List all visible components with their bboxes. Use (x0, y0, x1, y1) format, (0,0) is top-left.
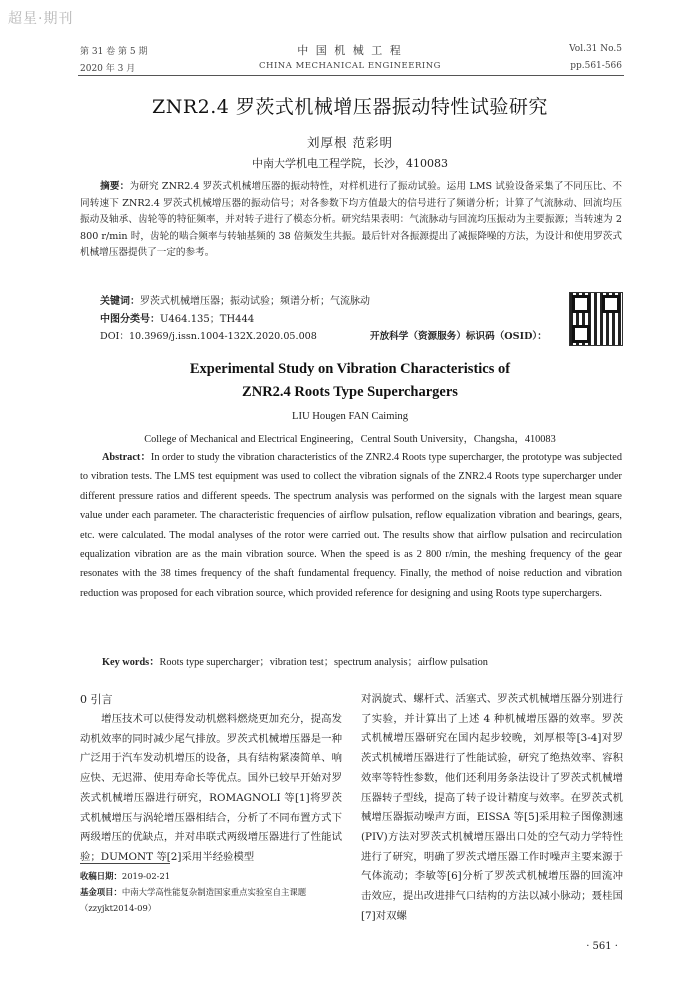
clc-number (100, 310, 254, 325)
received-label: 收稿日期： (80, 871, 122, 881)
journal-name-cn: 中 国 机 械 工 程 (297, 44, 403, 57)
keywords-text-en: Roots type supercharger；vibration test；spectrum analysis；airflow pulsation (159, 657, 488, 668)
authors-cn: 刘厚根 范彩明 (307, 135, 393, 150)
section-heading-intro: 0 引言 (80, 693, 113, 706)
doi: DOI：10.3969/j.issn.1004-132X.2020.05.008 (100, 331, 317, 342)
volume-issue: 第 31 卷 第 5 期 (80, 47, 148, 57)
fund-text: 中南大学高性能复杂制造国家重点实验室自主课题（zzyjkt2014-09） (80, 887, 307, 913)
fund-label: 基金项目： (80, 887, 122, 897)
journal-name-en: CHINA MECHANICAL ENGINEERING (259, 61, 441, 71)
abstract-en (80, 448, 622, 603)
abstract-text-en: In order to study the vibration characteristics of the ZNR2.4 Roots type supercharger, the prototype was subjected to vibration tests. The LMS test equipment was used to collect the vibration signals of the ZNR2.4 Roots type supercharger under different pressure ratios and different speeds. The spectrum analysis was performed on the signals with the largest mean square value under each parameter. The characteristic frequencies of airflow pulsation, reflow equalization vibration and bearings, gears, etc. were calculated. The modal analyses of the rotor were carried out. The results show that airflow pulsation and recirculation equalization vibration are as the main vibration source. When the speed is as 2 800 r/min, the meshing frequency of the gear resonates with the 38 times frequency of the shaft fundamental frequency. Finally, the method of noise reduction and vibration reduction was proposed for each vibration source, which provided reference for designing and using Roots type superchargers. (80, 452, 622, 599)
abstract-cn (80, 179, 622, 262)
page-number: · 561 · (586, 941, 618, 952)
osid-label: 开放科学（资源服务）标识码（OSID）： (370, 331, 547, 342)
paper-title-cn: ZNR2.4 罗茨式机械增压器振动特性试验研究 (152, 96, 548, 118)
authors-en: LIU Hougen FAN Caiming (291, 411, 409, 422)
clc-label: 中图分类号： (100, 314, 160, 325)
abstract-text-cn: 为研究 ZNR2.4 罗茨式机械增压器的振动特性，对样机进行了振动试验。运用 LMS 试验设备采集了不同压比、不同转速下 ZNR2.4 罗茨式机械增压器的振动信号；对各参数下均方值最大的信号进行了频谱分析；计算了气流脉动、回流均压振动及轴承、齿轮等的特征频率，并对转子进行了模态分析。研究结果表明：气流脉动与回流均压振动为主要振源；当转速为 2 800 r/min 时，齿轮的啮合频率与转轴基频的 38 倍频发生共振。最后针对各振源提出了减振降噪的方法，为设计和使用罗茨式机械增压器提供了一定的参考。 (80, 181, 622, 258)
footnote-rule (80, 863, 170, 864)
body-right-text: 对涡旋式、螺杆式、活塞式、罗茨式机械增压器分别进行了实验，并计算出了上述 4 种机械增压器的效率。罗茨式机械增压器研究在国内起步较晚，刘厚根等[3-4]对罗茨式机械增压器进行了性能试验，研究了绝热效率、容积效率等特性参数，他们还利用务条法设计了罗茨式机械增压器转子型线，提高了转子设计精度与效率。在罗茨式机械增压器振动噪声方面，EISSA 等[5]采用粒子图像测速(PIV)方法对罗茨式机械增压器出口处的空气动力学特性进行了研究，明确了罗茨式增压器工作时噪声主要来源于气体流动；李敏等[6]分析了罗茨式机械增压器的回流冲击效应，提出改进排气口结构的方法以减小脉动；聂桂国[7]对双螺 (361, 693, 623, 922)
publication-date: 2020 年 3 月 (80, 64, 136, 74)
keywords-text-cn: 罗茨式机械增压器；振动试验；频谱分析；气流脉动 (140, 296, 370, 307)
qr-code-icon (569, 292, 623, 346)
paper-title-en-line2: ZNR2.4 Roots Type Superchargers (242, 384, 458, 400)
footnote (80, 868, 342, 916)
body-left-column (80, 710, 342, 868)
keywords-label-en: Key words： (102, 657, 160, 668)
abstract-label-en: Abstract： (102, 452, 151, 463)
watermark-logo: 超星·期刊 (8, 11, 74, 27)
keywords-cn (100, 292, 370, 307)
keywords-en (102, 653, 488, 668)
body-left-text: 增压技术可以使得发动机燃料燃烧更加充分，提高发动机效率的同时减少尾气排放。罗茨式机械增压器是一种广泛用于汽车发动机增压的设备，具有结构紧凑简单、响应快、无迟滞、使用寿命长等优点。国外已较早开始对罗茨式机械增压器进行研究，ROMAGNOLI 等[1]将罗茨式机械增压与涡轮增压器相结合，分析了不同布置方式下两级增压的优缺点，并对串联式两级增压器进行了性能试验；DUMONT 等[2]采用半经验模型 (80, 713, 342, 863)
affiliation-cn: 中南大学机电工程学院，长沙，410083 (252, 157, 448, 170)
abstract-label-cn: 摘要： (100, 181, 130, 192)
clc-text: U464.135；TH444 (160, 314, 255, 325)
volume-number-en: Vol.31 No.5 (569, 44, 622, 54)
keywords-label-cn: 关键词： (100, 296, 140, 307)
page-range: pp.561-566 (570, 61, 622, 71)
header-rule (78, 75, 624, 76)
received-date: 2019-02-21 (121, 871, 171, 881)
body-right-column (361, 690, 623, 926)
affiliation-en: College of Mechanical and Electrical Engineering，Central South University，Changsha，410083 (144, 434, 556, 445)
paper-title-en-line1: Experimental Study on Vibration Characteristics of (189, 361, 511, 377)
